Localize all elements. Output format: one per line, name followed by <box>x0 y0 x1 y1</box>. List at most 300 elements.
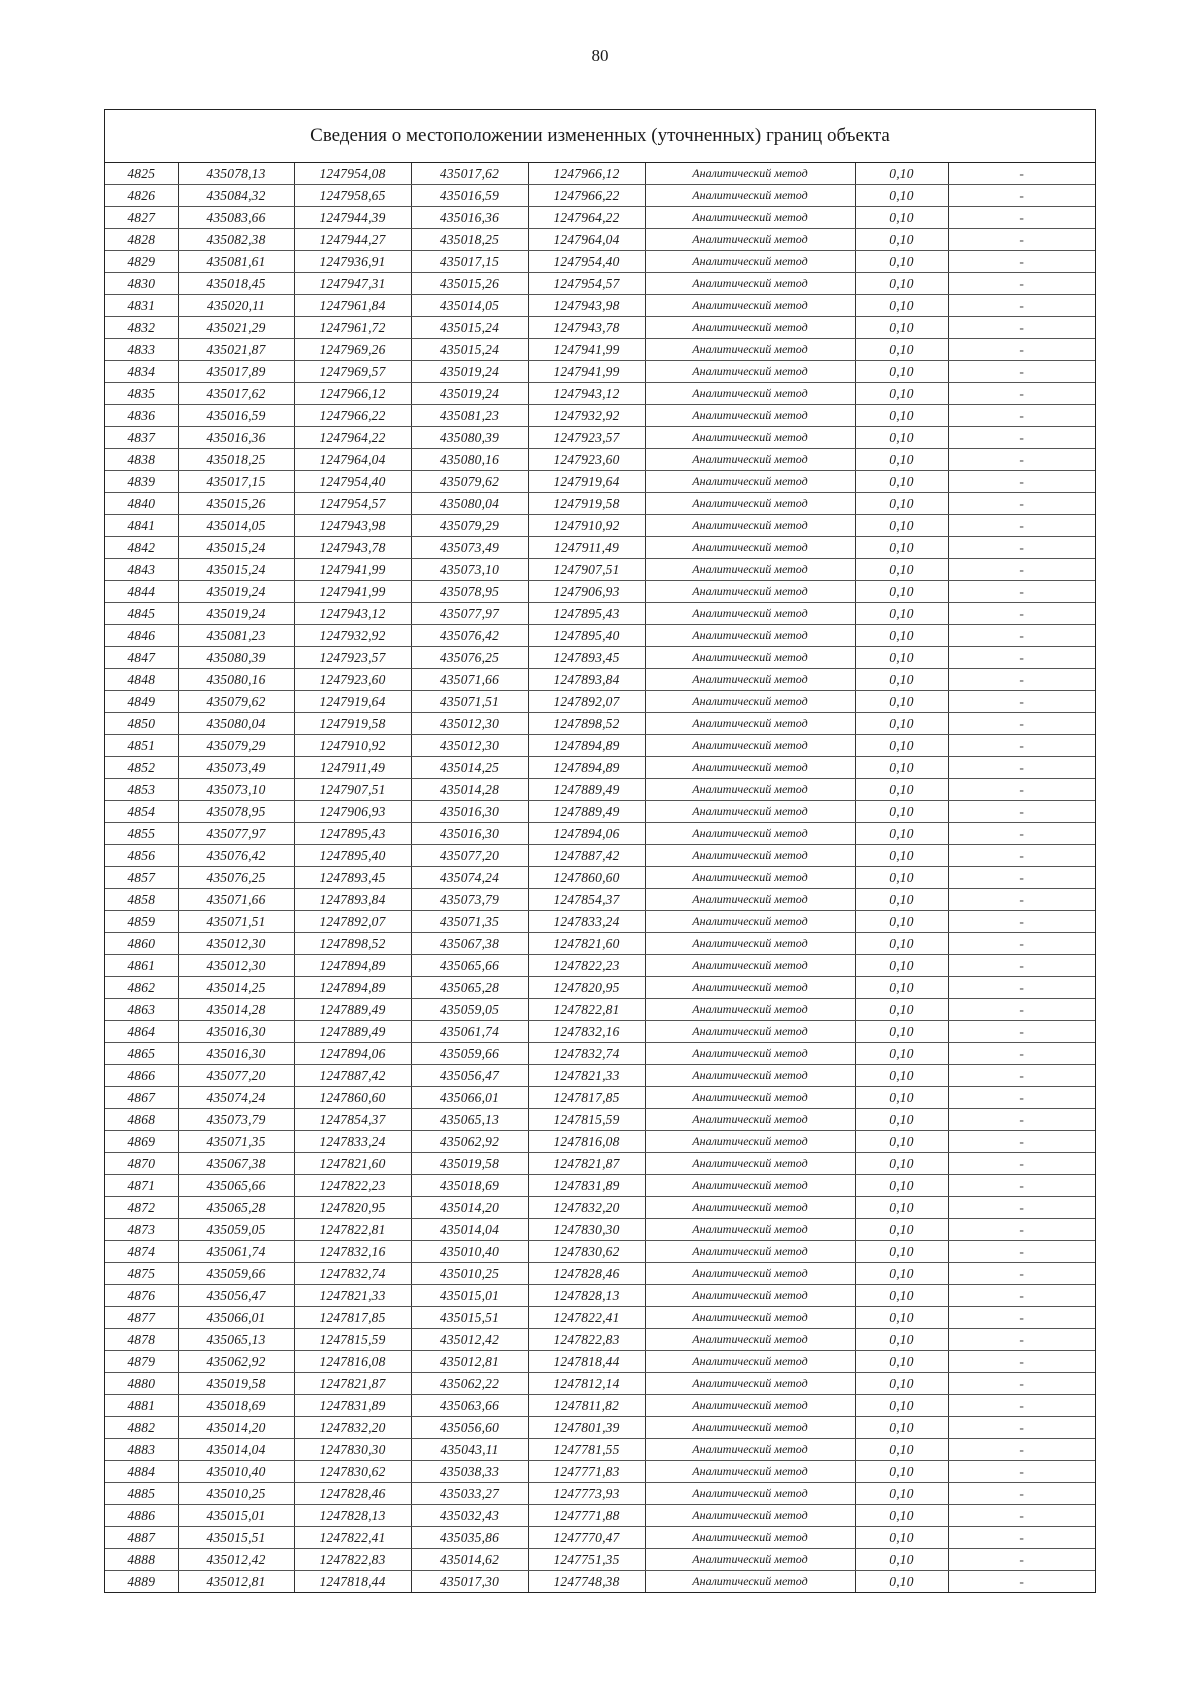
note-cell: - <box>948 1153 1095 1175</box>
x-coordinate-cell: 435021,87 <box>178 339 294 361</box>
x-coordinate-cell: 435017,15 <box>178 471 294 493</box>
note-cell: - <box>948 1439 1095 1461</box>
coordinates-table <box>105 163 1095 1592</box>
note-cell: - <box>948 295 1095 317</box>
table-row <box>105 933 1095 955</box>
x-coordinate-2-cell: 435012,81 <box>411 1351 528 1373</box>
note-cell: - <box>948 1527 1095 1549</box>
point-number-cell: 4880 <box>105 1373 178 1395</box>
x-coordinate-cell: 435080,04 <box>178 713 294 735</box>
precision-cell: 0,10 <box>855 1549 948 1571</box>
method-cell: Аналитический метод <box>645 1043 855 1065</box>
x-coordinate-cell: 435065,28 <box>178 1197 294 1219</box>
note-cell: - <box>948 1219 1095 1241</box>
y-coordinate-2-cell: 1247860,60 <box>528 867 645 889</box>
precision-cell: 0,10 <box>855 361 948 383</box>
y-coordinate-cell: 1247954,08 <box>294 163 411 185</box>
y-coordinate-cell: 1247818,44 <box>294 1571 411 1593</box>
point-number-cell: 4842 <box>105 537 178 559</box>
y-coordinate-cell: 1247923,57 <box>294 647 411 669</box>
y-coordinate-2-cell: 1247941,99 <box>528 339 645 361</box>
method-cell: Аналитический метод <box>645 779 855 801</box>
x-coordinate-2-cell: 435014,25 <box>411 757 528 779</box>
note-cell: - <box>948 1417 1095 1439</box>
precision-cell: 0,10 <box>855 691 948 713</box>
point-number-cell: 4829 <box>105 251 178 273</box>
method-cell: Аналитический метод <box>645 867 855 889</box>
y-coordinate-2-cell: 1247893,45 <box>528 647 645 669</box>
y-coordinate-cell: 1247833,24 <box>294 1131 411 1153</box>
x-coordinate-2-cell: 435080,16 <box>411 449 528 471</box>
y-coordinate-2-cell: 1247770,47 <box>528 1527 645 1549</box>
y-coordinate-cell: 1247832,16 <box>294 1241 411 1263</box>
note-cell: - <box>948 647 1095 669</box>
note-cell: - <box>948 1329 1095 1351</box>
x-coordinate-2-cell: 435038,33 <box>411 1461 528 1483</box>
note-cell: - <box>948 735 1095 757</box>
table-row <box>105 559 1095 581</box>
x-coordinate-2-cell: 435071,66 <box>411 669 528 691</box>
x-coordinate-2-cell: 435033,27 <box>411 1483 528 1505</box>
point-number-cell: 4882 <box>105 1417 178 1439</box>
note-cell: - <box>948 1505 1095 1527</box>
y-coordinate-cell: 1247919,58 <box>294 713 411 735</box>
y-coordinate-2-cell: 1247894,89 <box>528 735 645 757</box>
table-row <box>105 1329 1095 1351</box>
y-coordinate-cell: 1247943,78 <box>294 537 411 559</box>
point-number-cell: 4857 <box>105 867 178 889</box>
method-cell: Аналитический метод <box>645 1175 855 1197</box>
precision-cell: 0,10 <box>855 493 948 515</box>
y-coordinate-2-cell: 1247941,99 <box>528 361 645 383</box>
x-coordinate-2-cell: 435016,30 <box>411 823 528 845</box>
x-coordinate-2-cell: 435010,40 <box>411 1241 528 1263</box>
point-number-cell: 4860 <box>105 933 178 955</box>
table-row <box>105 1153 1095 1175</box>
point-number-cell: 4888 <box>105 1549 178 1571</box>
method-cell: Аналитический метод <box>645 933 855 955</box>
point-number-cell: 4867 <box>105 1087 178 1109</box>
method-cell: Аналитический метод <box>645 339 855 361</box>
x-coordinate-cell: 435016,30 <box>178 1021 294 1043</box>
y-coordinate-cell: 1247889,49 <box>294 999 411 1021</box>
x-coordinate-2-cell: 435061,74 <box>411 1021 528 1043</box>
y-coordinate-cell: 1247820,95 <box>294 1197 411 1219</box>
x-coordinate-cell: 435016,30 <box>178 1043 294 1065</box>
y-coordinate-cell: 1247854,37 <box>294 1109 411 1131</box>
note-cell: - <box>948 185 1095 207</box>
table-title: Сведения о местоположении измененных (уточненных) границ объекта <box>105 110 1095 163</box>
method-cell: Аналитический метод <box>645 977 855 999</box>
x-coordinate-2-cell: 435032,43 <box>411 1505 528 1527</box>
table-row <box>105 977 1095 999</box>
table-row <box>105 845 1095 867</box>
precision-cell: 0,10 <box>855 1219 948 1241</box>
method-cell: Аналитический метод <box>645 273 855 295</box>
point-number-cell: 4871 <box>105 1175 178 1197</box>
x-coordinate-cell: 435071,35 <box>178 1131 294 1153</box>
x-coordinate-2-cell: 435065,28 <box>411 977 528 999</box>
table-row <box>105 1439 1095 1461</box>
table-row <box>105 1065 1095 1087</box>
x-coordinate-cell: 435019,24 <box>178 581 294 603</box>
note-cell: - <box>948 361 1095 383</box>
y-coordinate-cell: 1247892,07 <box>294 911 411 933</box>
point-number-cell: 4844 <box>105 581 178 603</box>
y-coordinate-2-cell: 1247818,44 <box>528 1351 645 1373</box>
y-coordinate-cell: 1247911,49 <box>294 757 411 779</box>
table-row <box>105 735 1095 757</box>
x-coordinate-cell: 435015,51 <box>178 1527 294 1549</box>
x-coordinate-cell: 435080,39 <box>178 647 294 669</box>
x-coordinate-2-cell: 435065,13 <box>411 1109 528 1131</box>
x-coordinate-cell: 435017,89 <box>178 361 294 383</box>
y-coordinate-2-cell: 1247817,85 <box>528 1087 645 1109</box>
precision-cell: 0,10 <box>855 339 948 361</box>
y-coordinate-2-cell: 1247822,81 <box>528 999 645 1021</box>
method-cell: Аналитический метод <box>645 449 855 471</box>
x-coordinate-2-cell: 435012,30 <box>411 735 528 757</box>
y-coordinate-cell: 1247895,40 <box>294 845 411 867</box>
x-coordinate-cell: 435015,24 <box>178 537 294 559</box>
note-cell: - <box>948 273 1095 295</box>
point-number-cell: 4866 <box>105 1065 178 1087</box>
precision-cell: 0,10 <box>855 427 948 449</box>
x-coordinate-2-cell: 435015,51 <box>411 1307 528 1329</box>
y-coordinate-2-cell: 1247821,60 <box>528 933 645 955</box>
precision-cell: 0,10 <box>855 1241 948 1263</box>
y-coordinate-2-cell: 1247894,89 <box>528 757 645 779</box>
note-cell: - <box>948 977 1095 999</box>
table-row <box>105 1285 1095 1307</box>
y-coordinate-2-cell: 1247919,64 <box>528 471 645 493</box>
x-coordinate-cell: 435081,61 <box>178 251 294 273</box>
note-cell: - <box>948 779 1095 801</box>
note-cell: - <box>948 757 1095 779</box>
x-coordinate-cell: 435074,24 <box>178 1087 294 1109</box>
precision-cell: 0,10 <box>855 647 948 669</box>
table-row <box>105 1395 1095 1417</box>
x-coordinate-cell: 435066,01 <box>178 1307 294 1329</box>
note-cell: - <box>948 1021 1095 1043</box>
y-coordinate-2-cell: 1247894,06 <box>528 823 645 845</box>
x-coordinate-2-cell: 435043,11 <box>411 1439 528 1461</box>
note-cell: - <box>948 163 1095 185</box>
point-number-cell: 4870 <box>105 1153 178 1175</box>
note-cell: - <box>948 845 1095 867</box>
point-number-cell: 4830 <box>105 273 178 295</box>
x-coordinate-cell: 435018,69 <box>178 1395 294 1417</box>
x-coordinate-2-cell: 435059,05 <box>411 999 528 1021</box>
table-row <box>105 1549 1095 1571</box>
y-coordinate-cell: 1247919,64 <box>294 691 411 713</box>
method-cell: Аналитический метод <box>645 427 855 449</box>
precision-cell: 0,10 <box>855 185 948 207</box>
point-number-cell: 4858 <box>105 889 178 911</box>
x-coordinate-cell: 435076,25 <box>178 867 294 889</box>
precision-cell: 0,10 <box>855 669 948 691</box>
note-cell: - <box>948 1065 1095 1087</box>
table-row <box>105 1109 1095 1131</box>
y-coordinate-cell: 1247894,89 <box>294 955 411 977</box>
y-coordinate-2-cell: 1247966,22 <box>528 185 645 207</box>
note-cell: - <box>948 713 1095 735</box>
y-coordinate-cell: 1247954,57 <box>294 493 411 515</box>
y-coordinate-cell: 1247893,84 <box>294 889 411 911</box>
precision-cell: 0,10 <box>855 1153 948 1175</box>
method-cell: Аналитический метод <box>645 163 855 185</box>
point-number-cell: 4840 <box>105 493 178 515</box>
y-coordinate-cell: 1247822,41 <box>294 1527 411 1549</box>
precision-cell: 0,10 <box>855 933 948 955</box>
table-row <box>105 1043 1095 1065</box>
point-number-cell: 4847 <box>105 647 178 669</box>
note-cell: - <box>948 493 1095 515</box>
y-coordinate-cell: 1247894,89 <box>294 977 411 999</box>
note-cell: - <box>948 427 1095 449</box>
precision-cell: 0,10 <box>855 537 948 559</box>
y-coordinate-2-cell: 1247830,62 <box>528 1241 645 1263</box>
y-coordinate-2-cell: 1247907,51 <box>528 559 645 581</box>
note-cell: - <box>948 1307 1095 1329</box>
y-coordinate-2-cell: 1247748,38 <box>528 1571 645 1593</box>
y-coordinate-2-cell: 1247822,23 <box>528 955 645 977</box>
note-cell: - <box>948 801 1095 823</box>
table-row <box>105 537 1095 559</box>
x-coordinate-cell: 435014,20 <box>178 1417 294 1439</box>
note-cell: - <box>948 537 1095 559</box>
y-coordinate-cell: 1247830,62 <box>294 1461 411 1483</box>
method-cell: Аналитический метод <box>645 1329 855 1351</box>
note-cell: - <box>948 405 1095 427</box>
y-coordinate-2-cell: 1247832,74 <box>528 1043 645 1065</box>
precision-cell: 0,10 <box>855 823 948 845</box>
x-coordinate-2-cell: 435062,22 <box>411 1373 528 1395</box>
x-coordinate-cell: 435077,20 <box>178 1065 294 1087</box>
point-number-cell: 4825 <box>105 163 178 185</box>
point-number-cell: 4845 <box>105 603 178 625</box>
x-coordinate-2-cell: 435014,28 <box>411 779 528 801</box>
point-number-cell: 4883 <box>105 1439 178 1461</box>
point-number-cell: 4869 <box>105 1131 178 1153</box>
precision-cell: 0,10 <box>855 1373 948 1395</box>
x-coordinate-cell: 435015,24 <box>178 559 294 581</box>
method-cell: Аналитический метод <box>645 1373 855 1395</box>
x-coordinate-cell: 435061,74 <box>178 1241 294 1263</box>
precision-cell: 0,10 <box>855 955 948 977</box>
table-row <box>105 339 1095 361</box>
y-coordinate-2-cell: 1247773,93 <box>528 1483 645 1505</box>
method-cell: Аналитический метод <box>645 845 855 867</box>
precision-cell: 0,10 <box>855 1131 948 1153</box>
table-row <box>105 1219 1095 1241</box>
note-cell: - <box>948 999 1095 1021</box>
precision-cell: 0,10 <box>855 229 948 251</box>
precision-cell: 0,10 <box>855 581 948 603</box>
x-coordinate-2-cell: 435012,30 <box>411 713 528 735</box>
method-cell: Аналитический метод <box>645 735 855 757</box>
table-row <box>105 691 1095 713</box>
table-row <box>105 1527 1095 1549</box>
note-cell: - <box>948 1175 1095 1197</box>
point-number-cell: 4833 <box>105 339 178 361</box>
x-coordinate-2-cell: 435014,20 <box>411 1197 528 1219</box>
precision-cell: 0,10 <box>855 383 948 405</box>
y-coordinate-cell: 1247969,57 <box>294 361 411 383</box>
x-coordinate-cell: 435077,97 <box>178 823 294 845</box>
table-row <box>105 1021 1095 1043</box>
method-cell: Аналитический метод <box>645 251 855 273</box>
x-coordinate-cell: 435012,30 <box>178 933 294 955</box>
method-cell: Аналитический метод <box>645 1417 855 1439</box>
method-cell: Аналитический метод <box>645 713 855 735</box>
point-number-cell: 4837 <box>105 427 178 449</box>
x-coordinate-cell: 435021,29 <box>178 317 294 339</box>
method-cell: Аналитический метод <box>645 493 855 515</box>
table-row <box>105 1417 1095 1439</box>
point-number-cell: 4854 <box>105 801 178 823</box>
precision-cell: 0,10 <box>855 1043 948 1065</box>
note-cell: - <box>948 1087 1095 1109</box>
table-row <box>105 757 1095 779</box>
precision-cell: 0,10 <box>855 1285 948 1307</box>
y-coordinate-2-cell: 1247832,20 <box>528 1197 645 1219</box>
precision-cell: 0,10 <box>855 471 948 493</box>
y-coordinate-2-cell: 1247781,55 <box>528 1439 645 1461</box>
note-cell: - <box>948 669 1095 691</box>
precision-cell: 0,10 <box>855 1351 948 1373</box>
method-cell: Аналитический метод <box>645 1131 855 1153</box>
x-coordinate-cell: 435010,25 <box>178 1483 294 1505</box>
method-cell: Аналитический метод <box>645 229 855 251</box>
x-coordinate-cell: 435012,30 <box>178 955 294 977</box>
x-coordinate-2-cell: 435014,04 <box>411 1219 528 1241</box>
note-cell: - <box>948 933 1095 955</box>
table-row <box>105 515 1095 537</box>
table-row <box>105 1483 1095 1505</box>
precision-cell: 0,10 <box>855 405 948 427</box>
table-body <box>105 163 1095 1592</box>
precision-cell: 0,10 <box>855 207 948 229</box>
y-coordinate-2-cell: 1247964,04 <box>528 229 645 251</box>
note-cell: - <box>948 449 1095 471</box>
x-coordinate-2-cell: 435014,62 <box>411 1549 528 1571</box>
table-row <box>105 1571 1095 1593</box>
y-coordinate-2-cell: 1247964,22 <box>528 207 645 229</box>
x-coordinate-cell: 435018,25 <box>178 449 294 471</box>
table-row <box>105 999 1095 1021</box>
method-cell: Аналитический метод <box>645 647 855 669</box>
x-coordinate-2-cell: 435017,62 <box>411 163 528 185</box>
x-coordinate-2-cell: 435019,24 <box>411 383 528 405</box>
y-coordinate-2-cell: 1247954,40 <box>528 251 645 273</box>
note-cell: - <box>948 207 1095 229</box>
point-number-cell: 4831 <box>105 295 178 317</box>
precision-cell: 0,10 <box>855 977 948 999</box>
y-coordinate-2-cell: 1247898,52 <box>528 713 645 735</box>
y-coordinate-cell: 1247821,60 <box>294 1153 411 1175</box>
precision-cell: 0,10 <box>855 1197 948 1219</box>
table-row <box>105 955 1095 977</box>
y-coordinate-cell: 1247821,87 <box>294 1373 411 1395</box>
y-coordinate-2-cell: 1247821,87 <box>528 1153 645 1175</box>
method-cell: Аналитический метод <box>645 955 855 977</box>
y-coordinate-cell: 1247832,20 <box>294 1417 411 1439</box>
x-coordinate-cell: 435062,92 <box>178 1351 294 1373</box>
y-coordinate-2-cell: 1247943,78 <box>528 317 645 339</box>
point-number-cell: 4878 <box>105 1329 178 1351</box>
y-coordinate-cell: 1247966,22 <box>294 405 411 427</box>
point-number-cell: 4864 <box>105 1021 178 1043</box>
table-row <box>105 603 1095 625</box>
y-coordinate-cell: 1247822,81 <box>294 1219 411 1241</box>
point-number-cell: 4887 <box>105 1527 178 1549</box>
table-row <box>105 1505 1095 1527</box>
precision-cell: 0,10 <box>855 911 948 933</box>
x-coordinate-cell: 435014,04 <box>178 1439 294 1461</box>
precision-cell: 0,10 <box>855 1307 948 1329</box>
y-coordinate-2-cell: 1247822,41 <box>528 1307 645 1329</box>
method-cell: Аналитический метод <box>645 911 855 933</box>
table-row <box>105 713 1095 735</box>
y-coordinate-2-cell: 1247820,95 <box>528 977 645 999</box>
table-row <box>105 1197 1095 1219</box>
method-cell: Аналитический метод <box>645 1571 855 1593</box>
precision-cell: 0,10 <box>855 1417 948 1439</box>
x-coordinate-2-cell: 435010,25 <box>411 1263 528 1285</box>
y-coordinate-cell: 1247815,59 <box>294 1329 411 1351</box>
x-coordinate-cell: 435059,66 <box>178 1263 294 1285</box>
x-coordinate-cell: 435078,95 <box>178 801 294 823</box>
point-number-cell: 4859 <box>105 911 178 933</box>
table-row <box>105 1087 1095 1109</box>
x-coordinate-cell: 435014,05 <box>178 515 294 537</box>
method-cell: Аналитический метод <box>645 757 855 779</box>
table-row <box>105 295 1095 317</box>
y-coordinate-2-cell: 1247889,49 <box>528 801 645 823</box>
point-number-cell: 4834 <box>105 361 178 383</box>
x-coordinate-cell: 435014,28 <box>178 999 294 1021</box>
x-coordinate-cell: 435012,81 <box>178 1571 294 1593</box>
x-coordinate-cell: 435017,62 <box>178 383 294 405</box>
precision-cell: 0,10 <box>855 1461 948 1483</box>
y-coordinate-cell: 1247958,65 <box>294 185 411 207</box>
note-cell: - <box>948 317 1095 339</box>
method-cell: Аналитический метод <box>645 1549 855 1571</box>
point-number-cell: 4849 <box>105 691 178 713</box>
x-coordinate-cell: 435071,51 <box>178 911 294 933</box>
table-row <box>105 1131 1095 1153</box>
point-number-cell: 4826 <box>105 185 178 207</box>
point-number-cell: 4879 <box>105 1351 178 1373</box>
precision-cell: 0,10 <box>855 1395 948 1417</box>
x-coordinate-2-cell: 435067,38 <box>411 933 528 955</box>
y-coordinate-2-cell: 1247892,07 <box>528 691 645 713</box>
point-number-cell: 4841 <box>105 515 178 537</box>
method-cell: Аналитический метод <box>645 999 855 1021</box>
x-coordinate-2-cell: 435078,95 <box>411 581 528 603</box>
x-coordinate-2-cell: 435063,66 <box>411 1395 528 1417</box>
y-coordinate-cell: 1247822,23 <box>294 1175 411 1197</box>
table-row <box>105 229 1095 251</box>
table-row <box>105 405 1095 427</box>
table-row <box>105 823 1095 845</box>
y-coordinate-2-cell: 1247828,46 <box>528 1263 645 1285</box>
coordinates-table-container <box>104 109 1096 1593</box>
method-cell: Аналитический метод <box>645 515 855 537</box>
precision-cell: 0,10 <box>855 757 948 779</box>
x-coordinate-2-cell: 435079,29 <box>411 515 528 537</box>
